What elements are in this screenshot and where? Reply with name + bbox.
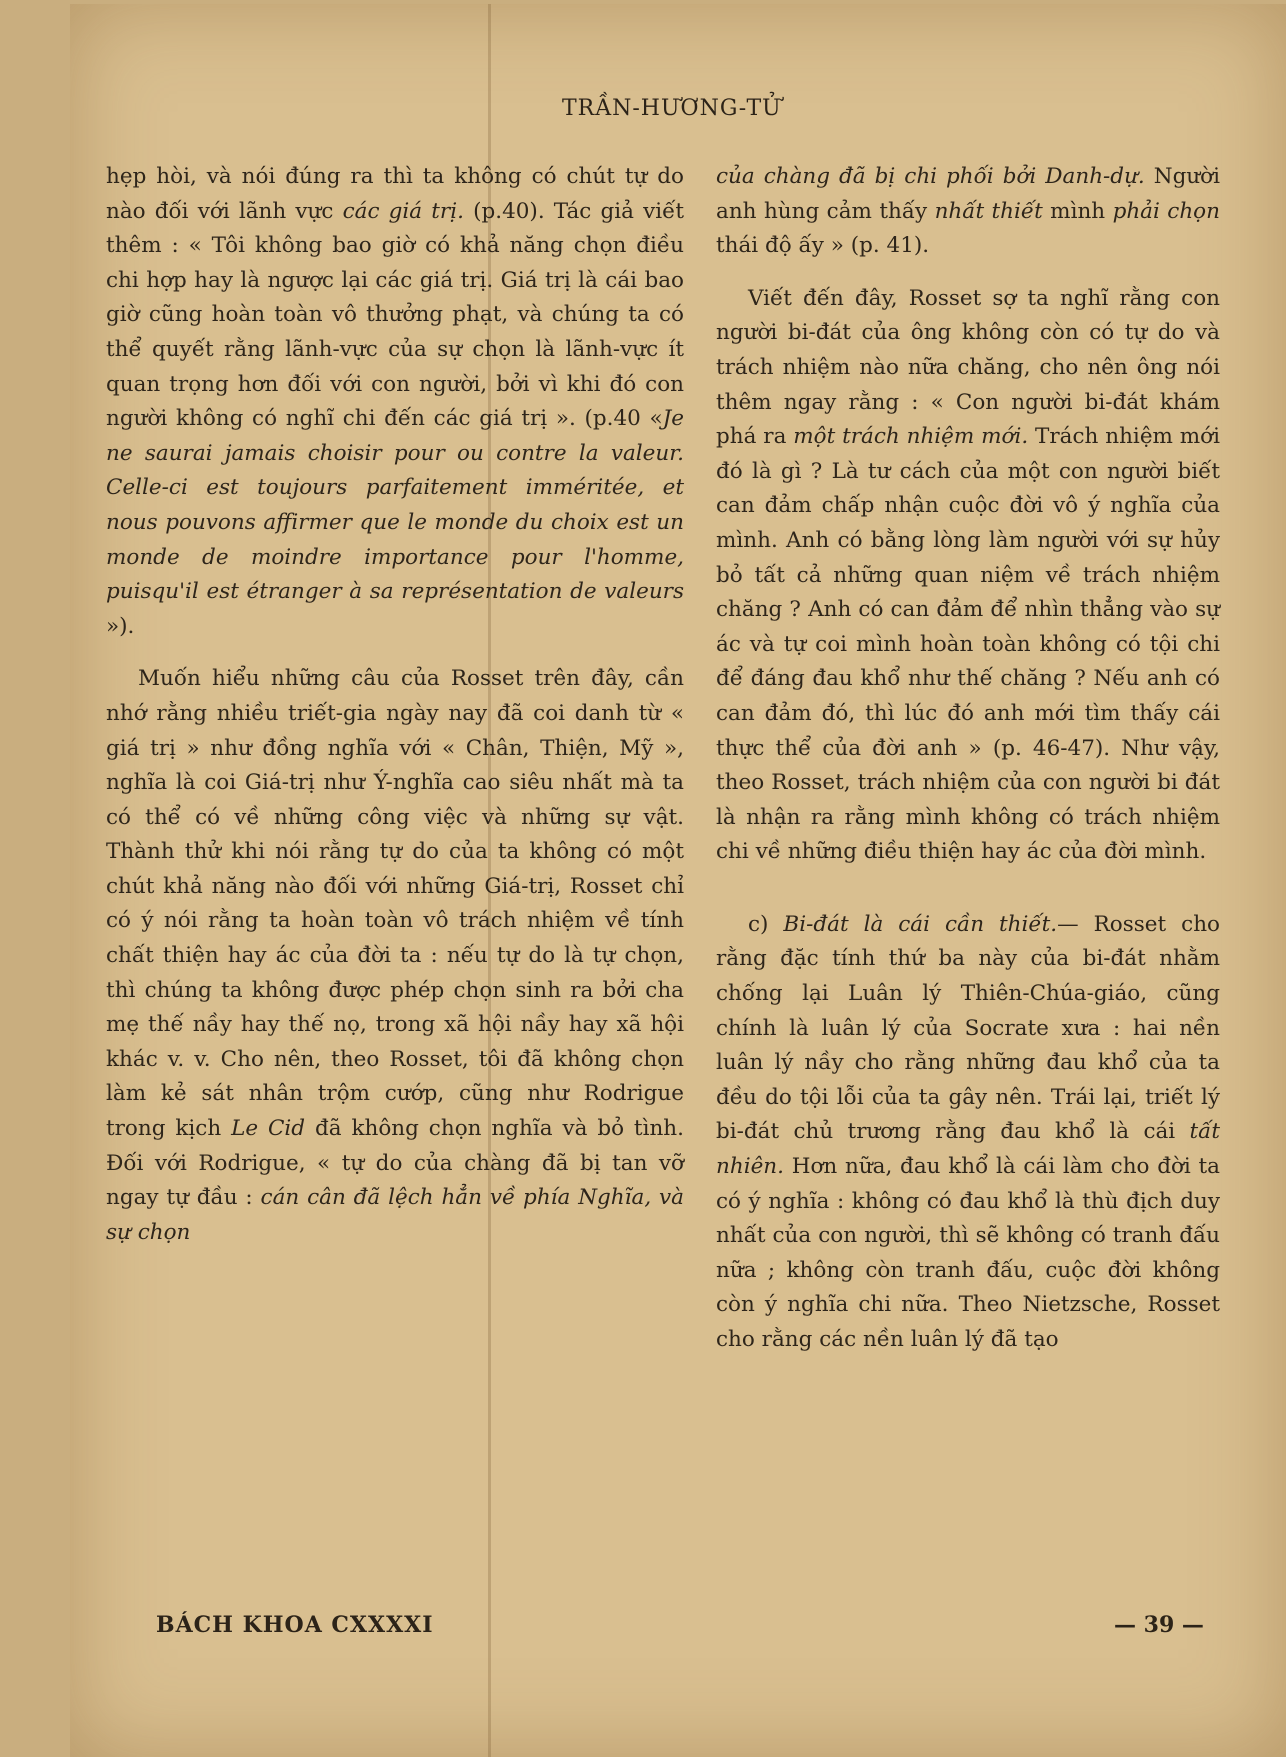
paragraph <box>716 160 1220 264</box>
italic-run: nhất thiết <box>934 198 1043 224</box>
running-header: TRẦN-HƯƠNG-TỬ <box>562 96 782 121</box>
text-run: (p.40). Tác giả viết thêm : « Tôi không bao giờ có khả năng chọn điều chi hợp hay là ngược lại các giá trị. Giá trị là cái bao giờ cũng hoàn toàn vô thưởng phạt, và chúng ta có thể quyết rằng lãnh-vực của sự chọn là lãnh-vực ít quan trọng hơn đối với con người, bởi vì khi đó con người không có nghĩ chi đến các giá trị ». (p.40 « <box>106 198 685 432</box>
text-run: Muốn hiểu những câu của Rosset trên đây, cần nhớ rằng nhiều triết-gia ngày nay đã coi danh từ « giá trị » như đồng nghĩa với « Chân, Thiện, Mỹ », nghĩa là coi Giá-trị như Ý-nghĩa cao siêu nhất mà ta có thể có về những công việc và những sự vật. Thành thử khi nói rằng tự do của ta không có một chút khả năng nào đối với những Giá-trị, Rosset chỉ có ý nói rằng ta hoàn toàn vô trách nhiệm về tính chất thiện hay ác của đời ta : nếu tự do là tự chọn, thì chúng ta không được phép chọn sinh ra bởi cha mẹ thế nầy hay thế nọ, trong xã hội nầy hay xã hội khác v. v. Cho nên, theo Rosset, tôi đã không chọn làm kẻ sát nhân trộm cướp, cũng như Rodrigue trong kịch <box>106 666 684 1142</box>
text-run: c) <box>748 911 784 937</box>
text-run: hẹp hòi, và nói đúng ra thì ta không có chút tự do nào đối với lãnh vực <box>106 164 684 224</box>
text-run: »). <box>106 613 135 639</box>
text-run: Hơn nữa, đau khổ là cái làm cho đời ta có ý nghĩa : không có đau khổ là thù địch duy nhất của con người, thì sẽ không có tranh đấu nữa ; không còn tranh đấu, cuộc đời không còn ý nghĩa chi nữa. Theo Nietzsche, Rosset cho rằng các nền luân lý đã tạo <box>716 1154 1220 1352</box>
italic-run: tất nhiên. <box>716 1119 1220 1180</box>
text-run: Viết đến đây, Rosset sợ ta nghĩ rằng con người bi-đát của ông không còn có tự do và trách nhiệm nào nữa chăng, cho nên ông nói thêm ngay rằng : « Con người bi-đát khám phá ra <box>716 285 1220 450</box>
text-run: thái độ ấy » (p. 41). <box>716 233 930 259</box>
paragraph <box>106 662 684 1250</box>
right-column <box>716 160 1220 1358</box>
text-run: đã không chọn nghĩa và bỏ tình. Đối với Rodrigue, « tự do của chàng đã bị tan vỡ ngay tự đầu : <box>106 1116 684 1211</box>
text-run: Trách nhiệm mới đó là gì ? Là tư cách của một con người biết can đảm chấp nhận cuộc đời vô ý nghĩa của mình. Anh có bằng lòng làm người với sự hủy bỏ tất cả những quan niệm về trách nhiệm chăng ? Anh có can đảm để nhìn thẳng vào sự ác và tự coi mình hoàn toàn không có tội chi để đáng đau khổ như thế chăng ? Nếu anh có can đảm đó, thì lúc đó anh mới tìm thấy cái thực thể của đời anh » (p. 46-47). Như vậy, theo Rosset, trách nhiệm của con người bi đát là nhận ra rằng mình không có trách nhiệm chi về những điều thiện hay ác của đời mình. <box>716 424 1220 865</box>
italic-run: cán cân đã lệch hẳn về phía Nghĩa, và sự chọn <box>106 1185 684 1245</box>
italic-run: các giá trị. <box>342 198 464 224</box>
paragraph <box>106 160 684 644</box>
italic-run: của chàng đã bị chi phối bởi Danh-dự. <box>716 164 1145 189</box>
text-run: — Rosset cho rằng đặc tính thứ ba này của bi-đát nhằm chống lại Luân lý Thiên-Chúa-giáo, cũng chính là luân lý của Socrate xưa : hai nền luân lý nầy cho rằng những đau khổ của ta đều do tội lỗi của ta gây nên. Trái lại, triết lý bi-đát chủ trương rằng đau khổ là cái <box>716 911 1220 1145</box>
italic-run: một trách nhiệm mới. <box>793 424 1029 450</box>
paragraph <box>716 282 1220 870</box>
text-run: mình <box>1042 198 1113 224</box>
section-c-paragraph <box>716 908 1220 1358</box>
journal-footer: BÁCH KHOA CXXXXI <box>156 1612 434 1638</box>
italic-run: phải chọn <box>1112 198 1220 224</box>
left-column <box>106 160 684 1250</box>
italic-run: Je ne saurai jamais choisir pour ou contre la valeur. Celle-ci est toujours parfaitement imméritée, et nous pouvons affirmer que le monde du choix est un monde de moindre importance pour l'homme, puisqu'il est étranger à sa représentation de valeurs <box>106 406 684 605</box>
italic-run: Bi-đát là cái cần thiết. <box>783 911 1058 937</box>
page-number: — 39 — <box>1114 1612 1204 1638</box>
text-run: Người anh hùng cảm thấy <box>716 164 1221 224</box>
italic-run: Le Cid <box>231 1116 306 1142</box>
